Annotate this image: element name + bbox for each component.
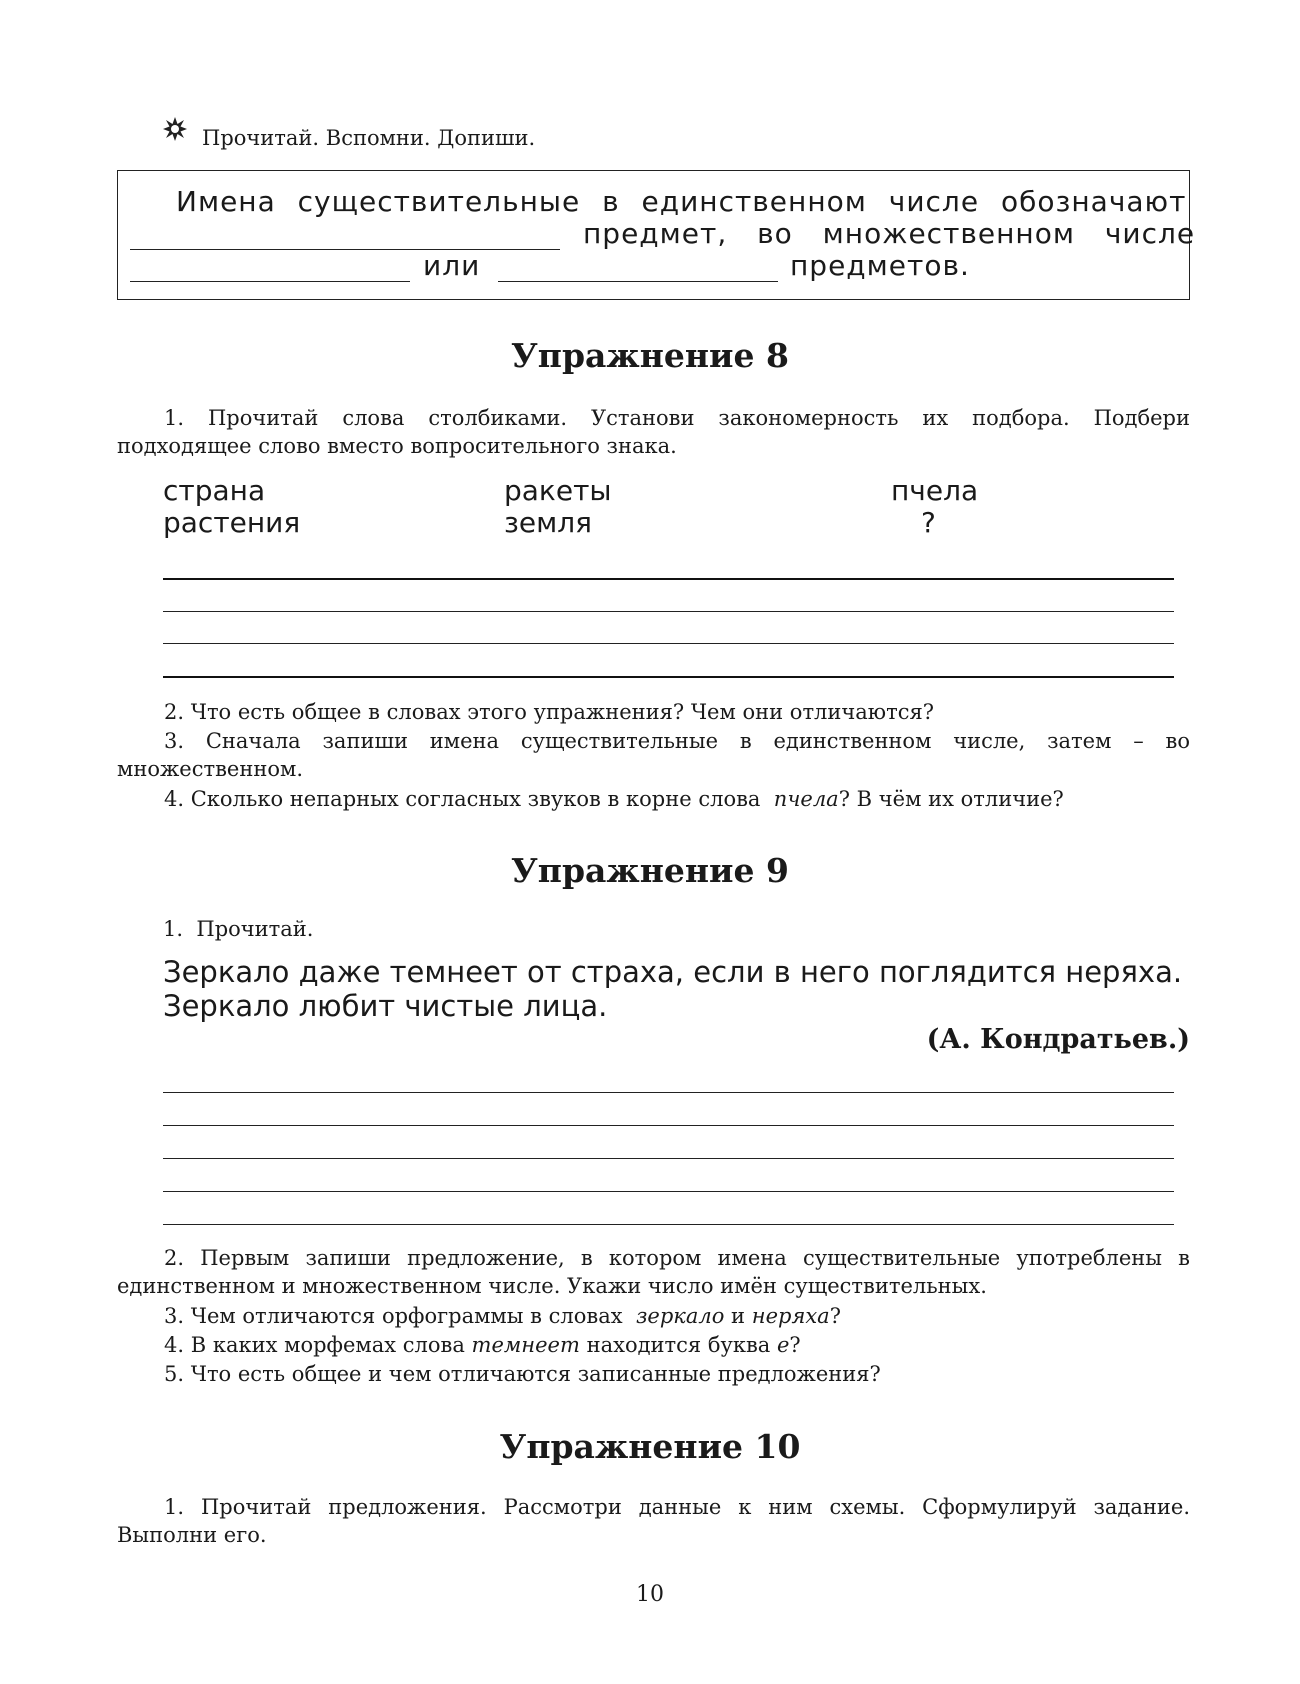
ex9-task5: 5. Что есть общее и чем отличаются записанные предложения?: [164, 1362, 881, 1386]
ex8-task3: 3. Сначала запиши имена существительные в единственном числе, затем – во множественном.: [117, 729, 1190, 781]
ex9-task1: 1. Прочитай.: [163, 917, 314, 941]
ex9-writing-line[interactable]: [163, 1191, 1174, 1192]
ex9-task4-text-2: находится буква: [586, 1333, 771, 1357]
ex9-writing-line[interactable]: [163, 1224, 1174, 1225]
ex9-task3-and: и: [731, 1304, 746, 1328]
rule-box: [117, 170, 1196, 300]
rule-blank-1[interactable]: [130, 249, 560, 250]
ex10-task1: 1. Прочитай предложения. Рассмотри данные к ним схемы. Сформулируй задание. Выполни его.: [117, 1495, 1190, 1547]
rule-blank-3[interactable]: [498, 281, 778, 282]
ex9-task2: 2. Первым запиши предложение, в котором имена существительные употреблены в единственном и множественном числе. Укажи число имён существительных.: [117, 1246, 1190, 1298]
rule-line-2: предмет, во множественном числе: [583, 217, 1196, 250]
ex9-task4-text: 4. В каких морфемах слова: [164, 1333, 465, 1357]
ex10-title: Упражнение 10: [499, 1427, 801, 1466]
ex8-task1: 1. Прочитай слова столбиками. Установи закономерность их подбора. Подбери подходящее слово вместо вопросительного знака.: [117, 406, 1190, 458]
ex9-task3-word-2: неряха: [751, 1304, 830, 1328]
ex8-word: страна: [163, 474, 266, 507]
ex9-writing-line[interactable]: [163, 1158, 1174, 1159]
rule-line-3-end: предметов.: [790, 249, 970, 282]
ex9-quote-line-1: Зеркало даже темнеет от страха, если в него поглядится неряха.: [163, 955, 1183, 989]
ex9-quote-line-2: Зеркало любит чистые лица.: [163, 989, 608, 1023]
star-icon: [162, 116, 188, 142]
rule-or: или: [423, 249, 481, 282]
ex9-task4: [117, 1331, 1190, 1359]
intro-instruction: Прочитай. Вспомни. Допиши.: [202, 126, 536, 150]
ex8-task4-text: 4. Сколько непарных согласных звуков в корне слова: [164, 787, 761, 811]
ex8-question-mark: ?: [921, 506, 936, 539]
page-number: 10: [636, 1582, 664, 1607]
ex9-task3-question: ?: [829, 1304, 841, 1328]
ex9-task3-text: 3. Чем отличаются орфограммы в словах: [164, 1304, 623, 1328]
ex8-task2: 2. Что есть общее в словах этого упражнения? Чем они отличаются?: [164, 700, 934, 724]
ex8-word: пчела: [891, 474, 979, 507]
ex9-task4-word: темнеет: [471, 1333, 580, 1357]
ex8-writing-line[interactable]: [163, 611, 1174, 612]
ex9-writing-line[interactable]: [163, 1092, 1174, 1093]
ex8-word: земля: [504, 506, 592, 539]
rule-line-1: Имена существительные в единственном числе обозначают: [176, 185, 1187, 218]
rule-blank-2[interactable]: [130, 281, 410, 282]
ex8-task4-word: пчела: [773, 787, 839, 811]
ex9-task4-letter: е: [776, 1333, 790, 1357]
ex8-task4-text-end: ? В чём их отличие?: [838, 787, 1064, 811]
ex9-writing-line[interactable]: [163, 1125, 1174, 1126]
ex9-task3-word-1: зеркало: [635, 1304, 725, 1328]
ex9-title: Упражнение 9: [511, 851, 789, 890]
ex8-task4: [117, 785, 1190, 813]
ex9-author: (А. Кондратьев.): [926, 1024, 1190, 1055]
ex9-task3: [117, 1302, 1190, 1330]
ex8-writing-line[interactable]: [163, 578, 1174, 580]
ex8-writing-line[interactable]: [163, 676, 1174, 678]
ex8-title: Упражнение 8: [511, 336, 789, 375]
ex8-writing-line[interactable]: [163, 643, 1174, 644]
ex8-word: растения: [163, 506, 301, 539]
ex9-task4-question: ?: [789, 1333, 801, 1357]
ex8-word: ракеты: [504, 474, 612, 507]
